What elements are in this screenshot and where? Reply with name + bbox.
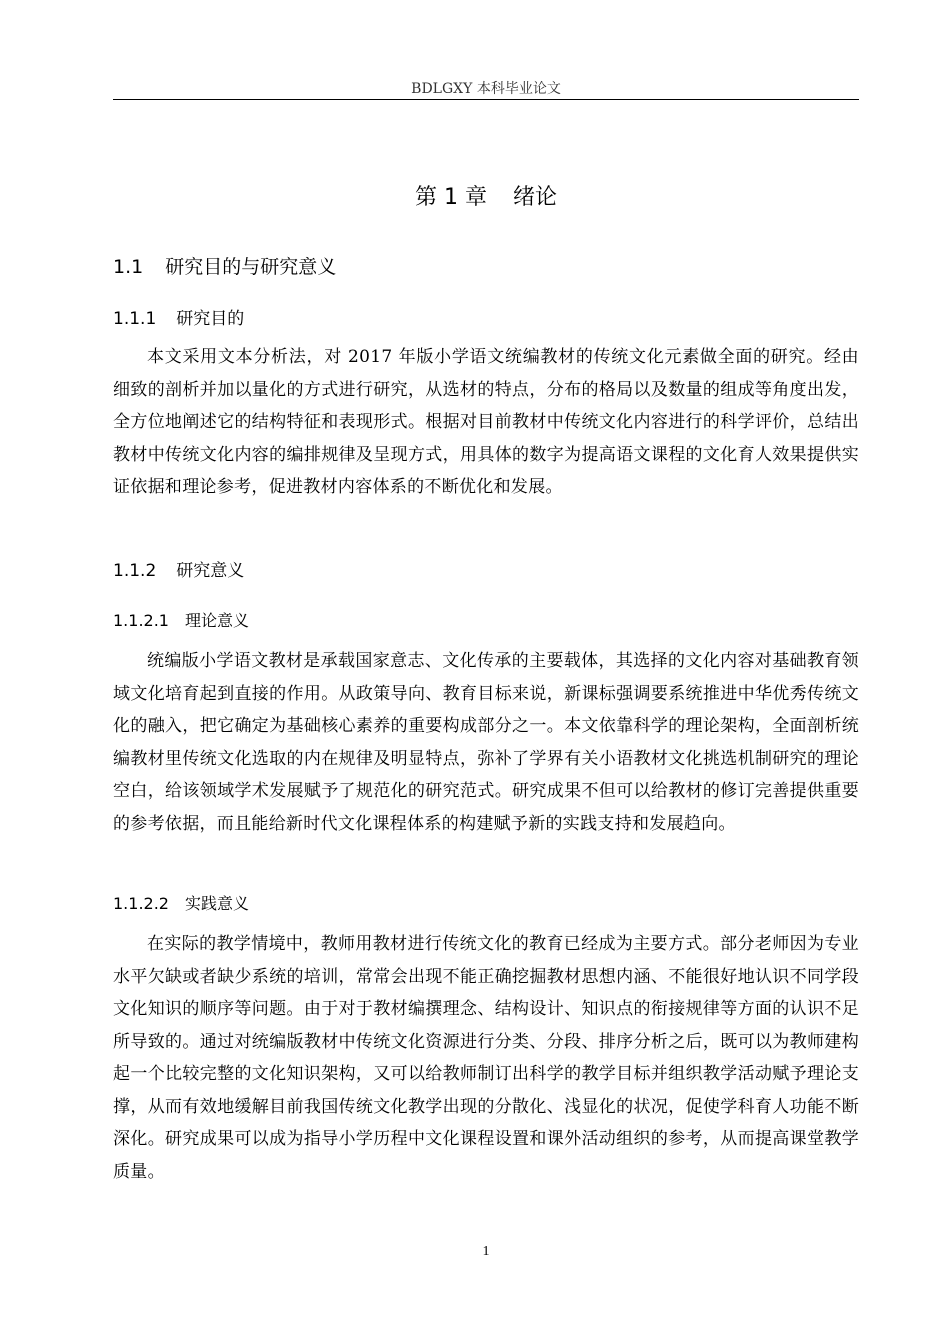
running-header: BDLGXY 本科毕业论文 (411, 81, 561, 97)
section-number: 1.1.2.2 (113, 894, 169, 913)
section-heading-1-1-2 (113, 556, 244, 581)
section-heading-1-1-1 (113, 304, 244, 329)
section-number: 1.1.2.1 (113, 611, 169, 630)
section-number: 1.1.2 (113, 561, 157, 581)
chapter-title-text: 绪论 (512, 185, 557, 210)
page-number: 1 (482, 1244, 490, 1259)
paragraph-practical-significance: 在实际的教学情境中，教师用教材进行传统文化的教育已经成为主要方式。部分老师因为专业水平欠缺或者缺少系统的培训，常常会出现不能正确挖掘教材思想内涵、不能很好地认识不同学段文化知识的顺序等问题。由于对于教材编撰理念、结构设计、知识点的衔接规律等方面的认识不足所导致的。通过对统编版教材中传统文化资源进行分类、分段、排序分析之后，既可以为教师建构起一个比较完整的文化知识架构，又可以给教师制订出科学的教学目标并组织教学活动赋予理论支撑，从而有效地缓解目前我国传统文化教学出现的分散化、浅显化的状况，促使学科育人功能不断深化。研究成果可以成为指导小学历程中文化课程设置和课外活动组织的参考，从而提高课堂教学质量。 (113, 934, 859, 1182)
paragraph-theoretical-significance: 统编版小学语文教材是承载国家意志、文化传承的主要载体，其选择的文化内容对基础教育领域文化培育起到直接的作用。从政策导向、教育目标来说，新课标强调要系统推进中华优秀传统文化的融入，把它确定为基础核心素养的重要构成部分之一。本文依靠科学的理论架构，全面剖析统编教材里传统文化选取的内在规律及明显特点，弥补了学界有关小语教材文化挑选机制研究的理论空白，给该领域学术发展赋予了规范化的研究范式。研究成果不但可以给教材的修订完善提供重要的参考依据，而且能给新时代文化课程体系的构建赋予新的实践支持和发展趋向。 (113, 651, 859, 834)
section-title: 研究目的与研究意义 (165, 256, 337, 278)
chapter-number: 第 1 章 (415, 185, 487, 210)
section-heading-1-1-2-2 (113, 891, 249, 914)
section-title: 研究意义 (176, 561, 245, 581)
section-number: 1.1.1 (113, 309, 157, 329)
section-number: 1.1 (113, 256, 144, 278)
section-title: 研究目的 (176, 309, 245, 329)
chapter-title (113, 180, 859, 211)
section-title: 实践意义 (184, 894, 249, 913)
header-divider (113, 99, 859, 100)
section-title: 理论意义 (184, 611, 249, 630)
section-heading-1-1-2-1 (113, 608, 249, 631)
paragraph-research-purpose: 本文采用文本分析法，对 2017 年版小学语文统编教材的传统文化元素做全面的研究。经由细致的剖析并加以量化的方式进行研究，从选材的特点，分布的格局以及数量的组成等角度出发，全方位地阐述它的结构特征和表现形式。根据对目前教材中传统文化内容进行的科学评价，总结出教材中传统文化内容的编排规律及呈现方式，用具体的数字为提高语文课程的文化育人效果提供实证依据和理论参考，促进教材内容体系的不断优化和发展。 (113, 347, 859, 497)
section-heading-1-1 (113, 252, 336, 279)
